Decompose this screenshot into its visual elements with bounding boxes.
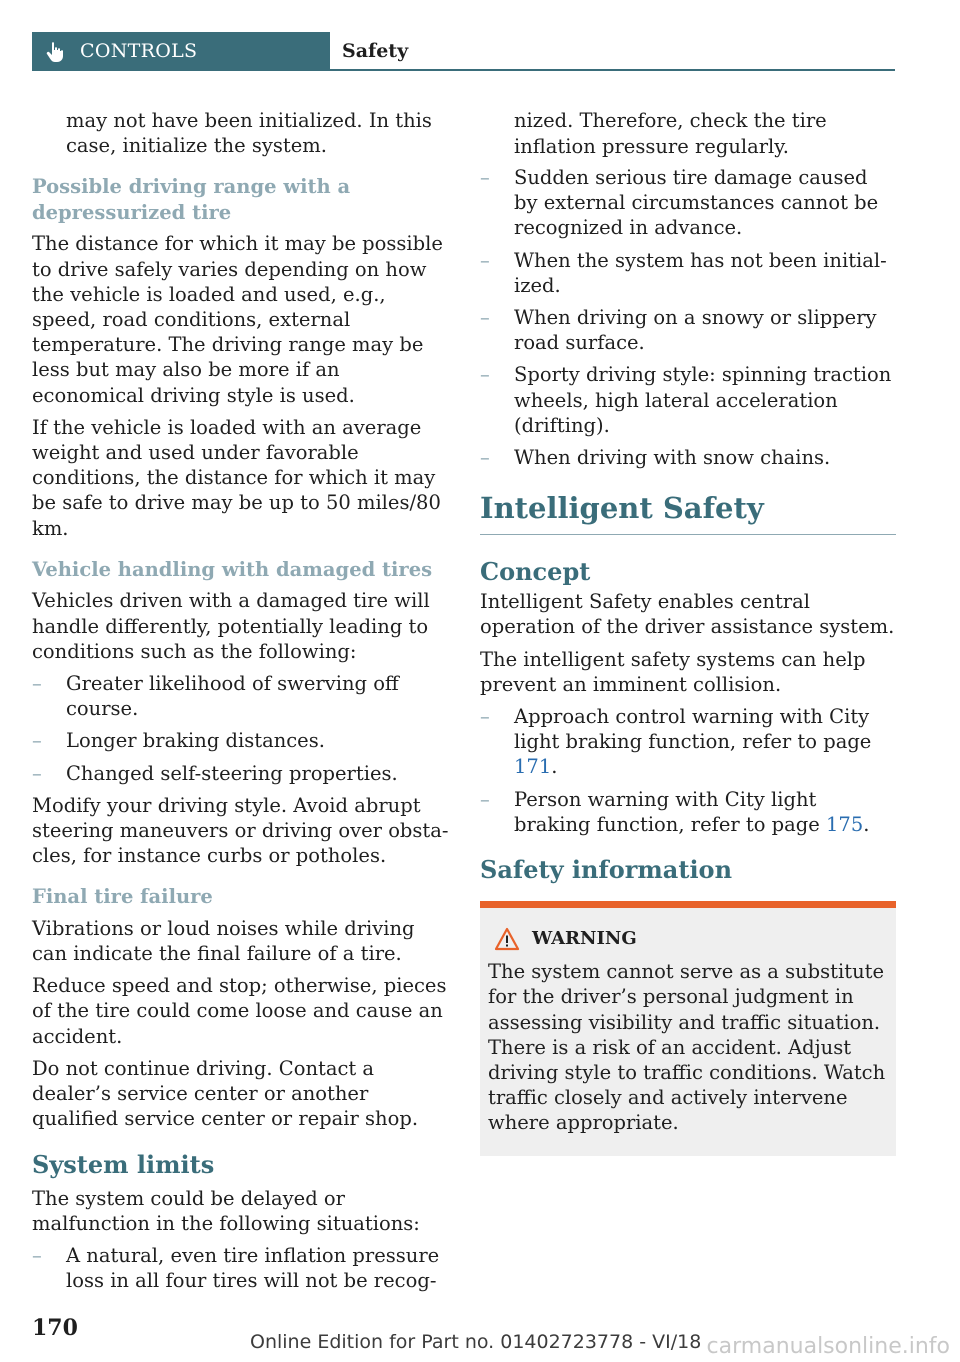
- warning-box: [480, 901, 896, 1156]
- dash-bullet: –: [32, 671, 42, 695]
- paragraph: Intelligent Safety enables central operation of the driver assistance system.: [480, 590, 895, 639]
- right-column: [480, 108, 896, 1156]
- continued-text: may not have been initialized. In this case, initialize the system.: [66, 109, 432, 158]
- chapter-tab[interactable]: [32, 32, 330, 71]
- list-item-text: Sudden serious tire damage caused by external circumstances cannot be recognized in advance.: [514, 166, 879, 240]
- paragraph: Vehicles driven with a damaged tire will handle differently, potentially leading to conditions such as the following:: [32, 589, 430, 663]
- list-item: [480, 108, 896, 158]
- dash-bullet: –: [480, 363, 490, 387]
- paragraph: If the vehicle is loaded with an average weight and used under favorable conditions, the distance for which it may be safe to drive may be up to 50 miles/80 km.: [32, 415, 441, 540]
- dash-bullet: –: [480, 166, 490, 189]
- hand-pointer-icon: [44, 41, 66, 63]
- header-rule: [330, 69, 895, 71]
- warning-text: The system cannot serve as a substitute for the driver’s personal judgment in assessing visibility and traffic situation. There is a risk of an accident. Adjust driving style to traffic conditions. Watch traffic closely and actively intervene where appropriate.: [488, 960, 886, 1135]
- list-item: [32, 761, 450, 786]
- page-link-171[interactable]: 171: [514, 755, 552, 779]
- dash-bullet: –: [32, 1243, 42, 1267]
- left-column: [32, 108, 450, 1300]
- paragraph: The intelligent safety systems can help prevent an imminent collision.: [480, 647, 866, 696]
- section-title: Safety: [342, 40, 409, 62]
- heading-vehicle-handling: Vehicle handling with damaged tires: [32, 557, 433, 581]
- list-item: [480, 305, 896, 355]
- page-header: [32, 32, 895, 71]
- paragraph: The distance for which it may be possible to drive safely varies depending on how the vehicle is loaded and used, e.g., speed, road conditions, external temperature. The driving range may be less but may also be more if an economical driving style is used.: [32, 232, 443, 407]
- list-item-text: Sporty driving style: spinning traction wheels, high lateral acceleration (drifting).: [514, 363, 892, 437]
- list-item-text: Greater likelihood of swerving off course.: [66, 671, 399, 721]
- list-item: [32, 1243, 450, 1293]
- paragraph: The system could be delayed or malfunction in the following situations:: [32, 1186, 420, 1235]
- list-item: [480, 362, 896, 438]
- chapter-title: CONTROLS: [80, 39, 198, 62]
- dash-bullet: –: [480, 705, 490, 729]
- list-item-text: Approach control warning with City light braking function, refer to page: [514, 705, 872, 754]
- heading-intelligent-safety: Intelligent Safety: [480, 490, 896, 535]
- warning-header: [488, 926, 888, 951]
- paragraph: Reduce speed and stop; otherwise, pieces of the tire could come loose and cause an accident.: [32, 974, 447, 1048]
- list-item-text: Person warning with City light braking function, refer to page: [514, 787, 826, 836]
- heading-final-tire-failure: Final tire failure: [32, 885, 213, 909]
- list-item: [480, 165, 896, 241]
- limits-list-start: [32, 1243, 450, 1293]
- list-item: [480, 704, 896, 780]
- list-item: [32, 671, 450, 721]
- list-item: [32, 728, 450, 753]
- heading-driving-range: Possible driving range with a depressurized tire: [32, 175, 351, 224]
- list-item-text: When driving with snow chains.: [514, 446, 831, 470]
- list-item-text: A natural, even tire inflation pressure loss in all four tires will not be recog: [66, 1243, 440, 1293]
- list-item-text: Longer braking distances.: [66, 729, 325, 753]
- dash-bullet: –: [480, 248, 490, 272]
- list-item: [480, 787, 896, 837]
- footer-edition: Online Edition for Part no. 01402723778 - VI/18: [250, 1331, 702, 1353]
- dash-bullet: –: [480, 787, 490, 811]
- dash-bullet: –: [480, 446, 490, 470]
- limits-list-continued: [480, 108, 896, 470]
- warning-triangle-icon: [494, 927, 520, 951]
- handling-list: [32, 671, 450, 786]
- dash-bullet: –: [32, 761, 42, 785]
- heading-concept: Concept: [480, 557, 591, 587]
- heading-safety-information: Safety information: [480, 855, 733, 885]
- period: .: [551, 755, 558, 779]
- list-item: [480, 445, 896, 470]
- list-item: [480, 248, 896, 298]
- list-item-text: When driving on a snowy or slippery road surface.: [514, 306, 877, 355]
- list-item-text: When the system has not been initialized.: [514, 248, 887, 297]
- page-link-175[interactable]: 175: [826, 812, 864, 836]
- paragraph: Do not continue driving. Contact a dealer’s service center or another qualified service center or repair shop.: [32, 1056, 419, 1131]
- list-item-text: Changed self-steering properties.: [66, 761, 398, 785]
- dash-bullet: –: [480, 306, 490, 330]
- period: .: [863, 812, 870, 836]
- list-item-text: ized. Therefore, check the tire inflation pressure regularly.: [514, 109, 827, 158]
- watermark: carmanualsonline.info: [706, 1334, 950, 1359]
- concept-list: [480, 704, 896, 837]
- page-number: 170: [32, 1315, 78, 1341]
- dash-bullet: –: [32, 729, 42, 753]
- paragraph: Vibrations or loud noises while driving can indicate the final failure of a tire.: [32, 916, 415, 966]
- paragraph: Modify your driving style. Avoid abrupt steering maneuvers or driving over obstacles, for instance curbs or potholes.: [32, 793, 449, 868]
- warning-label: WARNING: [532, 928, 637, 950]
- heading-system-limits: System limits: [32, 1149, 215, 1179]
